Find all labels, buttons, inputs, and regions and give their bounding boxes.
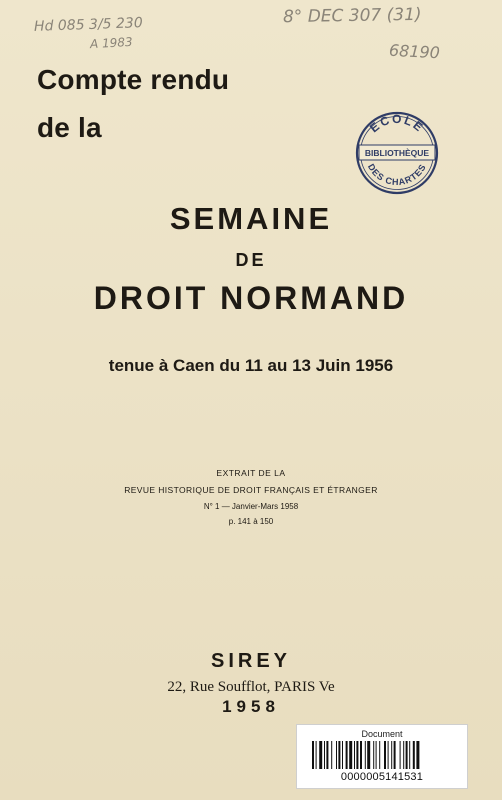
extract-line-2: REVUE HISTORIQUE DE DROIT FRANÇAIS ET ÉTRANGER <box>124 485 378 495</box>
handwritten-shelfmark-top: 8° DEC 307 (31) <box>282 4 422 28</box>
stamp-top-text: ECOLE <box>367 111 427 136</box>
handwritten-shelfmark-left-sub: A 1983 <box>89 34 133 52</box>
title-line-1: SEMAINE <box>169 201 333 236</box>
barcode-label <box>296 724 468 789</box>
stamp-bottom-text: DES CHARTES <box>365 162 429 188</box>
extract-line-3: N° 1 — Janvier-Mars 1958 <box>203 502 299 511</box>
title-line-3: DROIT NORMAND <box>93 280 409 316</box>
header-line-1: Compte rendu <box>37 64 230 95</box>
extract-line-1: EXTRAIT DE LA <box>216 468 286 478</box>
barcode-number: 0000005141531 <box>340 771 424 783</box>
subtitle: tenue à Caen du 11 au 13 Juin 1956 <box>108 356 394 375</box>
handwritten-shelfmark-left: Hd 085 3/5 230 <box>33 15 143 35</box>
publisher-address: 22, Rue Soufflot, PARIS Ve <box>167 679 335 695</box>
publisher-name: SIREY <box>210 650 292 672</box>
extract-line-4: p. 141 à 150 <box>228 517 274 526</box>
publication-year: 1958 <box>222 697 280 716</box>
handwritten-shelfmark-right: 68190 <box>388 40 441 63</box>
title-line-2: DE <box>235 250 267 270</box>
library-stamp <box>355 111 439 195</box>
barcode-title: Document <box>361 729 403 739</box>
header-line-2: de la <box>37 112 102 143</box>
barcode-bars <box>312 741 452 769</box>
stamp-middle-text: BIBLIOTHÈQUE <box>364 148 430 158</box>
